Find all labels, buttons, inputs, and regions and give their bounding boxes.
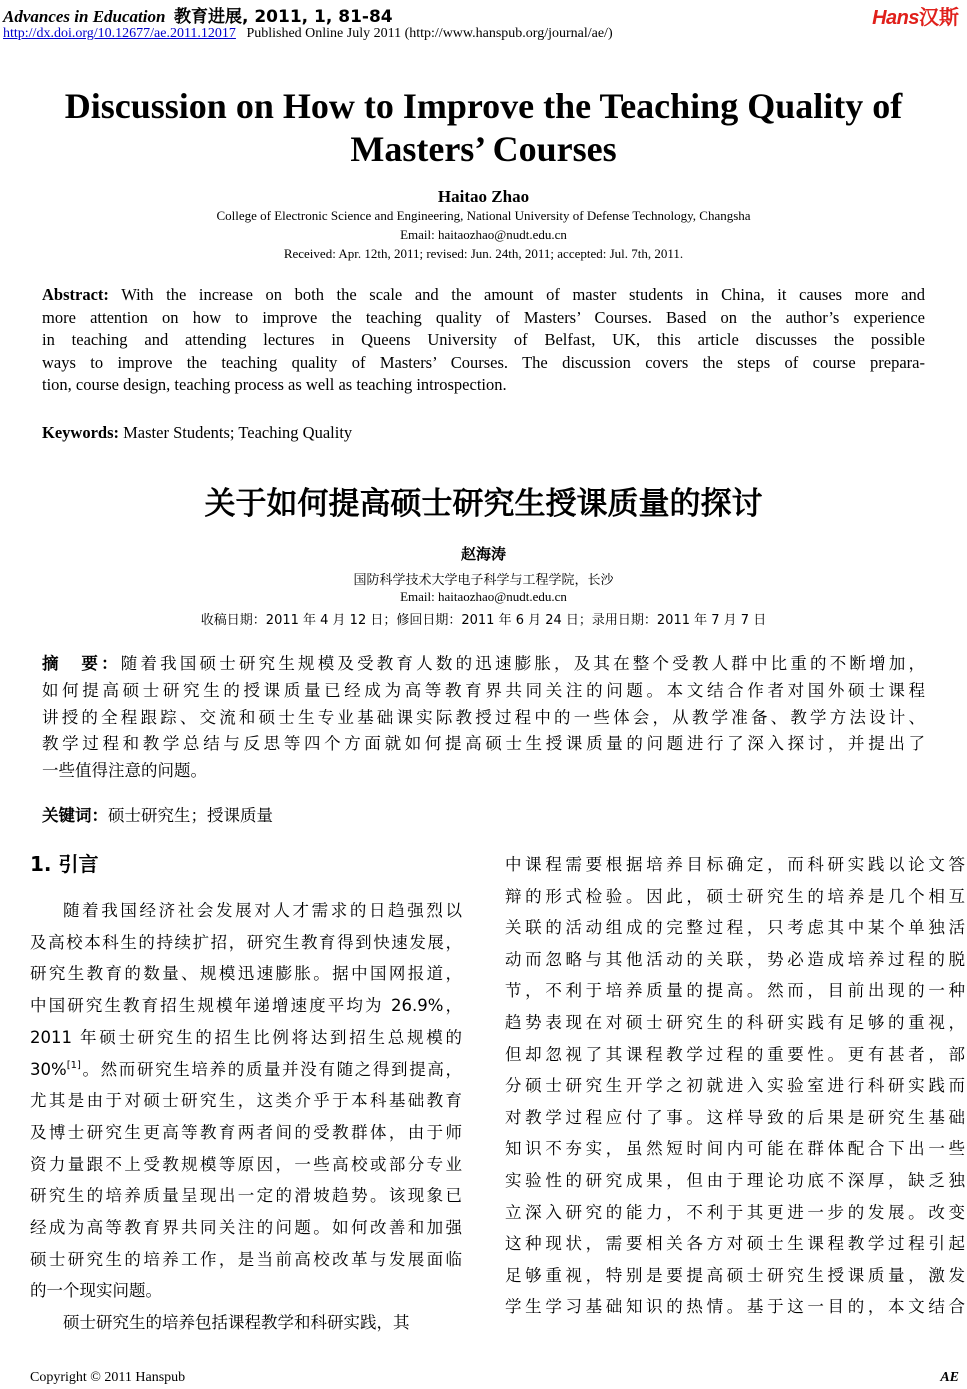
dates: Received: Apr. 12th, 2011; revised: Jun. 24th, 2011; accepted: Jul. 7th, 2011.	[283, 246, 684, 261]
logo-en: Hans	[872, 7, 919, 29]
text-line	[505, 1104, 965, 1128]
line-text: 辩的形式检验。因此，硕士研究生的培养是几个相互	[505, 886, 965, 906]
line-text: 节，不利于培养质量的提高。然而，目前出现的一种	[505, 981, 965, 1001]
line-text: 学生学习基础知识的热情。基于这一目的，本文结合	[505, 1297, 965, 1317]
line-text: 随着我国硕士研究生规模及受教育人数的迅速膨胀，及其在整个受教人群中比重的不断增加，	[120, 654, 926, 673]
chinese-email: Email: haitaozhao@nudt.edu.cn	[400, 589, 567, 604]
line-text: 30%	[30, 1059, 67, 1079]
text-line	[42, 650, 925, 674]
line-text: 关联的活动组成的完整过程，只考虑其中某个单独活	[505, 918, 965, 938]
text-line	[505, 851, 965, 875]
chinese-keywords-text: 硕士研究生；授课质量	[108, 806, 273, 825]
abstract-label: 摘 要：	[42, 654, 121, 673]
journal-header	[3, 2, 393, 27]
text-line	[505, 946, 965, 970]
line-text: 分硕士研究生开学之初就进入实验室进行科研实践而	[505, 1076, 965, 1096]
text-line	[505, 1293, 965, 1317]
line-text: 研究生教育的数量、规模迅速膨胀。据中国网报道，	[30, 964, 462, 984]
line-text: 实验性的研究成果，但由于理论功底不深厚，缺乏独	[505, 1171, 965, 1190]
line-text: 及高校本科生的持续扩招，研究生教育得到快速发展，	[30, 932, 462, 952]
chinese-dates: 收稿日期：2011 年 4 月 12 日；修回日期：2011 年 6 月 24 日；录用日期：2011 年 7 月 7 日	[200, 613, 767, 628]
text-line	[505, 977, 965, 1001]
line-text: 尤其是由于对硕士研究生，这类介乎于本科基础教育	[30, 1091, 462, 1111]
line-text: 经成为高等教育界共同关注的问题。如何改善和加强	[30, 1218, 462, 1237]
text-line	[30, 897, 462, 921]
line-text: ways to improve the teaching quality of Masters’ Courses. The discussion covers the steps of course prepara-	[42, 352, 925, 372]
line-text: tion, course design, teaching process as well as teaching introspection.	[42, 375, 507, 395]
line-text: 硕士研究生的培养工作，是当前高校改革与发展面临	[30, 1249, 462, 1269]
keywords-label: Keywords:	[42, 423, 119, 442]
paper-title-line2: Masters’ Courses	[350, 129, 617, 169]
line-text: 对教学过程应付了事。这样导致的后果是研究生基础	[505, 1107, 965, 1127]
text-line	[42, 730, 925, 754]
line-text: 资力量跟不上受教规模等原因，一些高校或部分专业	[30, 1154, 462, 1174]
copyright: Copyright © 2011 Hanspub	[30, 1370, 186, 1385]
line-text: 硕士研究生的培养包括课程教学和科研实践，其	[63, 1313, 410, 1333]
citation-ref: [1]	[66, 1059, 81, 1071]
text-line	[505, 1072, 965, 1096]
line-text: 随着我国经济社会发展对人才需求的日趋强烈以	[63, 901, 462, 920]
line-text: 讲授的全程跟踪、交流和硕士生专业基础课实际教授过程中的一些体会，从教学准备、教学方法设计、	[42, 707, 925, 727]
line-text: 如何提高硕士研究生的授课质量已经成为高等教育界共同关注的问题。本文结合作者对国外硕士课程	[42, 680, 925, 700]
text-line	[30, 1119, 462, 1143]
text-line	[505, 1041, 965, 1065]
hans-logo	[872, 1, 959, 30]
line-text: 2011 年硕士研究生的招生比例将达到招生总规模的	[30, 1027, 462, 1047]
published-online: Published Online July 2011 (http://www.hanspub.org/journal/ae/)	[246, 26, 613, 41]
text-line	[42, 757, 925, 781]
section-heading: 1. 引言	[30, 852, 99, 876]
journal-issue: 教育进展, 2011, 1, 81-84	[173, 7, 393, 27]
logo-cn: 汉斯	[919, 5, 959, 29]
journal-name: Advances in Education	[3, 7, 166, 26]
text-line	[30, 960, 462, 984]
abstract-label: Abstract:	[42, 285, 109, 304]
text-line	[505, 1199, 965, 1223]
chinese-author: 赵海涛	[460, 545, 506, 563]
text-line	[42, 704, 925, 728]
affiliation: College of Electronic Science and Engineering, National University of Defense Technology, Changsha	[216, 208, 751, 223]
text-line	[42, 353, 925, 373]
journal-abbr: AE	[940, 1370, 959, 1385]
text-line	[30, 1087, 462, 1111]
text-line	[505, 1009, 965, 1033]
text-line	[42, 677, 925, 701]
line-text: 中课程需要根据培养目标确定，而科研实践以论文答	[505, 855, 965, 874]
line-text: 动而忽略与其他活动的关联，势必造成培养过程的脱	[505, 949, 965, 969]
chinese-affiliation: 国防科学技术大学电子科学与工程学院，长沙	[353, 573, 614, 588]
text-line	[30, 992, 462, 1016]
text-line	[30, 1182, 462, 1206]
line-text: 趋势表现在对硕士研究生的科研实践有足够的重视，	[505, 1013, 965, 1032]
text-line	[42, 308, 925, 328]
line-text: 但却忽视了其课程教学过程的重要性。更有甚者，部	[505, 1044, 965, 1064]
chinese-keywords	[42, 802, 273, 826]
line-text: With the increase on both the scale and the amount of master students in China, it causes more and	[108, 285, 925, 304]
line-text: 教学过程和教学总结与反思等四个方面就如何提高硕士生授课质量的问题进行了深入探讨，并提出了	[42, 734, 925, 754]
publication-info	[3, 26, 613, 42]
text-line	[505, 914, 965, 938]
keywords-text: Master Students; Teaching Quality	[119, 423, 353, 442]
paper-title-line1: Discussion on How to Improve the Teaching Quality of	[64, 86, 903, 126]
text-line	[30, 1056, 462, 1080]
line-text: 及博士研究生更高等教育两者间的受教群体，由于师	[30, 1122, 462, 1142]
text-line	[30, 1214, 462, 1238]
text-line	[42, 375, 925, 395]
line-text: 中国研究生教育招生规模年递增速度平均为 26.9%，	[30, 996, 462, 1016]
text-line	[505, 883, 965, 907]
text-line	[30, 1246, 462, 1270]
line-text: 立深入研究的能力，不利于其更进一步的发展。改变	[505, 1202, 965, 1222]
text-line	[42, 285, 925, 305]
chinese-title: 关于如何提高硕士研究生授课质量的探讨	[204, 486, 763, 522]
email: Email: haitaozhao@nudt.edu.cn	[400, 227, 567, 242]
text-line	[30, 1024, 462, 1048]
line-text: 一些值得注意的问题。	[42, 761, 207, 781]
text-line	[505, 1135, 965, 1159]
line-text: in teaching and attending lectures in Queens University of Belfast, UK, this article discusses the possible	[42, 330, 925, 350]
text-line	[30, 929, 462, 953]
line-text: 足够重视，特别是要提高硕士研究生授课质量，激发	[505, 1265, 965, 1285]
line-text: 的一个现实问题。	[30, 1281, 162, 1301]
text-line	[505, 1262, 965, 1286]
line-text: 知识不夯实，虽然短时间内可能在群体配合下出一些	[505, 1139, 965, 1159]
line-text: 。然而研究生培养的质量并没有随之得到提高，	[80, 1059, 462, 1079]
text-line	[42, 330, 925, 350]
text-line	[30, 1151, 462, 1175]
english-keywords	[42, 423, 352, 443]
text-line	[505, 1230, 965, 1254]
text-line	[505, 1167, 965, 1191]
text-line	[30, 1277, 462, 1301]
line-text: 这种现状，需要相关各方对硕士生课程教学过程引起	[505, 1234, 965, 1254]
author: Haitao Zhao	[437, 187, 530, 206]
doi-link[interactable]: http://dx.doi.org/10.12677/ae.2011.12017	[3, 26, 236, 41]
line-text: 研究生的培养质量呈现出一定的滑坡趋势。该现象已	[30, 1186, 462, 1206]
text-line	[30, 1309, 462, 1333]
line-text: more attention on how to improve the teaching quality of Masters’ Courses. Based on the author’s experience	[42, 307, 925, 327]
chinese-keywords-label: 关键词：	[42, 806, 108, 825]
